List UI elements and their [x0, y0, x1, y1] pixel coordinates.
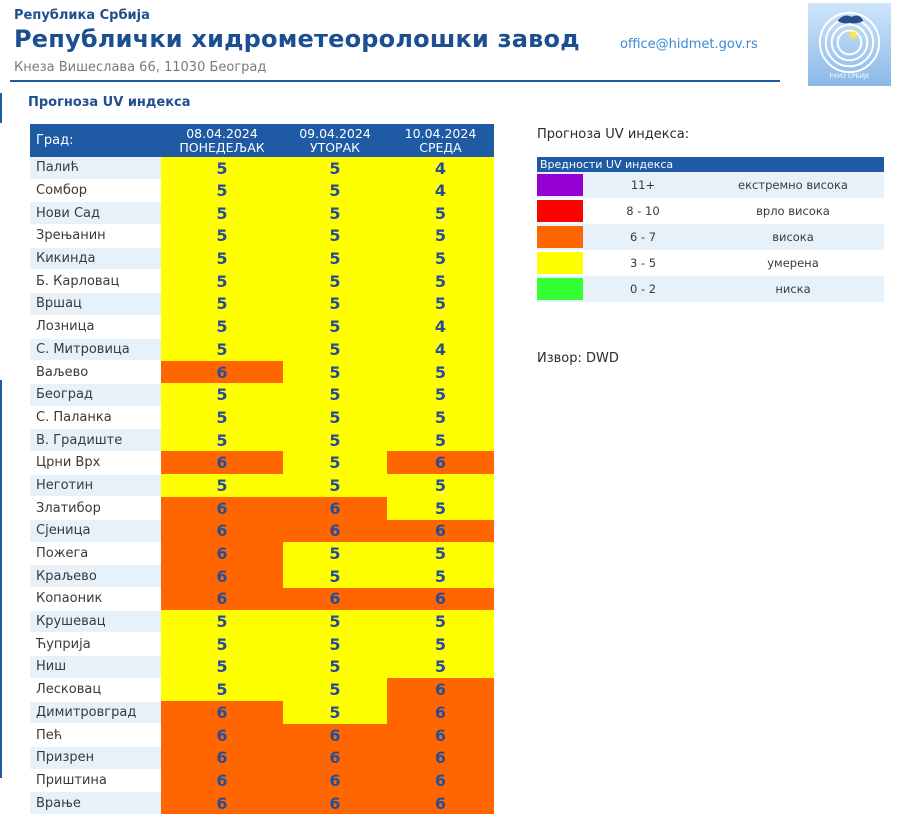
uv-value-cell: 5 [283, 225, 387, 248]
table-row [30, 247, 494, 270]
city-name: Сомбор [30, 179, 161, 202]
uv-value-cell: 6 [161, 565, 283, 588]
city-name: С. Паланка [30, 406, 161, 429]
uv-value-cell: 5 [161, 474, 283, 497]
uv-value-cell: 5 [283, 293, 387, 316]
uv-value-cell: 6 [283, 497, 387, 520]
legend-row [537, 224, 884, 250]
email-link[interactable]: office@hidmet.gov.rs [620, 37, 758, 52]
city-name: Нови Сад [30, 202, 161, 225]
table-row [30, 542, 494, 565]
city-name: Црни Врх [30, 451, 161, 474]
legend-rows [537, 172, 884, 302]
uv-value-cell: 6 [387, 792, 494, 815]
legend-label: ниска [775, 282, 811, 296]
uv-value-cell: 5 [161, 270, 283, 293]
city-name: Копаоник [30, 588, 161, 611]
city-name: Кикинда [30, 247, 161, 270]
legend-row [537, 198, 884, 224]
uv-value-cell: 5 [283, 179, 387, 202]
header-divider [10, 80, 780, 82]
city-name: Краљево [30, 565, 161, 588]
uv-value-cell: 5 [161, 293, 283, 316]
uv-value-cell: 5 [387, 542, 494, 565]
table-row [30, 724, 494, 747]
table-row [30, 157, 494, 179]
left-accent-bar [0, 93, 2, 123]
uv-value-cell: 6 [387, 769, 494, 792]
table-row [30, 701, 494, 724]
city-name: Призрен [30, 746, 161, 769]
city-name: Крушевац [30, 610, 161, 633]
uv-value-cell: 5 [161, 179, 283, 202]
uv-value-cell: 5 [387, 429, 494, 452]
uv-value-cell: 4 [387, 179, 494, 202]
page-title: Прогноза UV индекса [28, 95, 191, 110]
city-name: Б. Карловац [30, 270, 161, 293]
country-name: Република Србија [14, 8, 150, 23]
table-row [30, 769, 494, 792]
uv-value-cell: 5 [387, 633, 494, 656]
uv-value-cell: 6 [387, 451, 494, 474]
uv-value-cell: 5 [283, 361, 387, 384]
city-name: Београд [30, 383, 161, 406]
uv-value-cell: 5 [283, 406, 387, 429]
uv-value-cell: 6 [161, 769, 283, 792]
city-name: С. Митровица [30, 338, 161, 361]
table-row [30, 497, 494, 520]
table-row [30, 225, 494, 248]
uv-value-cell: 6 [387, 701, 494, 724]
day-weekday: СРЕДА [419, 139, 462, 155]
city-name: Ниш [30, 656, 161, 679]
uv-value-cell: 5 [161, 225, 283, 248]
city-name: В. Градиште [30, 429, 161, 452]
city-name: Лесковац [30, 678, 161, 701]
day-column-header [161, 124, 283, 157]
uv-value-cell: 5 [387, 293, 494, 316]
uv-value-cell: 4 [387, 157, 494, 179]
uv-value-cell: 5 [387, 383, 494, 406]
uv-value-cell: 5 [387, 225, 494, 248]
uv-value-cell: 5 [283, 157, 387, 179]
city-name: Пожега [30, 542, 161, 565]
legend-range: 3 - 5 [629, 256, 657, 270]
uv-value-cell: 4 [387, 315, 494, 338]
legend-row [537, 172, 884, 198]
uv-value-cell: 5 [161, 429, 283, 452]
uv-value-cell: 5 [387, 497, 494, 520]
city-name: Златибор [30, 497, 161, 520]
uv-value-cell: 5 [283, 656, 387, 679]
city-name: Приштина [30, 769, 161, 792]
uv-value-cell: 6 [387, 588, 494, 611]
day-weekday: УТОРАК [309, 139, 361, 155]
city-name: Врање [30, 792, 161, 815]
uv-value-cell: 5 [161, 678, 283, 701]
table-row [30, 746, 494, 769]
table-row [30, 633, 494, 656]
uv-value-cell: 5 [283, 338, 387, 361]
uv-forecast-table [30, 124, 494, 815]
logo-text: РХМЗ СРБИЈЕ [829, 74, 870, 81]
uv-value-cell: 6 [283, 520, 387, 543]
table-row [30, 270, 494, 293]
uv-value-cell: 4 [387, 338, 494, 361]
legend-range: 0 - 2 [629, 282, 657, 296]
legend-label: екстремно висока [738, 178, 848, 192]
uv-value-cell: 5 [161, 247, 283, 270]
legend-label: умерена [767, 256, 819, 270]
table-row [30, 361, 494, 384]
city-name: Ваљево [30, 361, 161, 384]
uv-value-cell: 5 [161, 315, 283, 338]
table-row [30, 520, 494, 543]
table-row [30, 656, 494, 679]
uv-value-cell: 5 [283, 451, 387, 474]
city-name: Зрењанин [30, 225, 161, 248]
table-row [30, 792, 494, 815]
uv-value-cell: 6 [161, 520, 283, 543]
legend-label: висока [772, 230, 814, 244]
uv-value-cell: 5 [283, 474, 387, 497]
table-body [30, 157, 494, 814]
table-row [30, 315, 494, 338]
uv-value-cell: 6 [283, 769, 387, 792]
uv-value-cell: 5 [161, 656, 283, 679]
city-name: Пећ [30, 724, 161, 747]
uv-value-cell: 5 [283, 383, 387, 406]
uv-value-cell: 5 [161, 633, 283, 656]
city-name: Палић [30, 157, 161, 179]
legend-color-swatch [537, 174, 583, 196]
legend-color-swatch [537, 200, 583, 222]
uv-value-cell: 6 [387, 724, 494, 747]
uv-value-cell: 6 [161, 497, 283, 520]
city-name: Вршац [30, 293, 161, 316]
institution-address: Кнеза Вишеслава 66, 11030 Београд [14, 60, 267, 75]
legend-row [537, 276, 884, 302]
uv-value-cell: 5 [283, 247, 387, 270]
legend-range: 11+ [630, 178, 656, 192]
institution-name: Републички хидрометеоролошки завод [14, 25, 580, 53]
city-name: Неготин [30, 474, 161, 497]
uv-value-cell: 5 [283, 202, 387, 225]
uv-value-cell: 6 [161, 792, 283, 815]
table-row [30, 383, 494, 406]
uv-value-cell: 5 [387, 247, 494, 270]
uv-value-cell: 5 [387, 565, 494, 588]
uv-value-cell: 6 [161, 588, 283, 611]
legend-title: Прогноза UV индекса: [537, 127, 690, 142]
uv-value-cell: 5 [161, 157, 283, 179]
day-date: 09.04.2024 [299, 125, 371, 141]
uv-value-cell: 5 [283, 678, 387, 701]
uv-value-cell: 5 [283, 270, 387, 293]
table-row [30, 179, 494, 202]
legend-color-swatch [537, 252, 583, 274]
uv-value-cell: 6 [387, 520, 494, 543]
day-date: 10.04.2024 [404, 125, 477, 141]
uv-value-cell: 6 [387, 678, 494, 701]
table-row [30, 202, 494, 225]
table-row [30, 293, 494, 316]
uv-value-cell: 6 [161, 746, 283, 769]
left-accent-bar-lower [0, 380, 2, 778]
uv-value-cell: 5 [387, 656, 494, 679]
rhmz-logo-icon [808, 3, 891, 86]
uv-value-cell: 5 [161, 406, 283, 429]
uv-value-cell: 6 [283, 746, 387, 769]
uv-value-cell: 5 [283, 565, 387, 588]
day-column-header [387, 124, 494, 157]
uv-value-cell: 5 [387, 270, 494, 293]
uv-value-cell: 5 [387, 610, 494, 633]
uv-value-cell: 6 [283, 588, 387, 611]
legend-row [537, 250, 884, 276]
uv-value-cell: 5 [161, 610, 283, 633]
data-source: Извор: DWD [537, 351, 619, 366]
uv-value-cell: 5 [387, 406, 494, 429]
table-row [30, 565, 494, 588]
uv-value-cell: 5 [283, 429, 387, 452]
uv-value-cell: 5 [283, 315, 387, 338]
uv-value-cell: 6 [283, 792, 387, 815]
legend-range: 6 - 7 [629, 230, 657, 244]
city-name: Сјеница [30, 520, 161, 543]
legend-label: врло висока [756, 204, 830, 218]
legend-color-swatch [537, 226, 583, 248]
day-date: 08.04.2024 [186, 125, 258, 141]
legend-range: 8 - 10 [626, 204, 660, 218]
uv-value-cell: 5 [387, 202, 494, 225]
uv-value-cell: 5 [161, 383, 283, 406]
uv-value-cell: 6 [161, 451, 283, 474]
table-row [30, 678, 494, 701]
uv-value-cell: 5 [161, 202, 283, 225]
uv-value-cell: 5 [161, 338, 283, 361]
table-header-row [30, 124, 494, 157]
city-column-header: Град: [30, 124, 161, 157]
uv-value-cell: 6 [161, 701, 283, 724]
uv-value-cell: 5 [283, 610, 387, 633]
legend-color-swatch [537, 278, 583, 300]
table-row [30, 610, 494, 633]
uv-value-cell: 6 [161, 724, 283, 747]
uv-value-cell: 6 [161, 361, 283, 384]
table-row [30, 406, 494, 429]
table-row [30, 451, 494, 474]
uv-legend [537, 157, 884, 302]
legend-header: Вредности UV индекса [537, 157, 884, 172]
city-name: Ћуприја [30, 633, 161, 656]
uv-value-cell: 5 [283, 701, 387, 724]
uv-value-cell: 6 [283, 724, 387, 747]
table-row [30, 588, 494, 611]
site-header [0, 0, 900, 92]
uv-value-cell: 5 [387, 474, 494, 497]
day-weekday: ПОНЕДЕЉАК [179, 139, 265, 155]
uv-value-cell: 6 [387, 746, 494, 769]
uv-value-cell: 5 [387, 361, 494, 384]
table-row [30, 338, 494, 361]
uv-value-cell: 5 [283, 542, 387, 565]
uv-value-cell: 6 [161, 542, 283, 565]
table-row [30, 474, 494, 497]
uv-value-cell: 5 [283, 633, 387, 656]
city-name: Димитровград [30, 701, 161, 724]
table-row [30, 429, 494, 452]
city-name: Лозница [30, 315, 161, 338]
day-column-header [283, 124, 387, 157]
